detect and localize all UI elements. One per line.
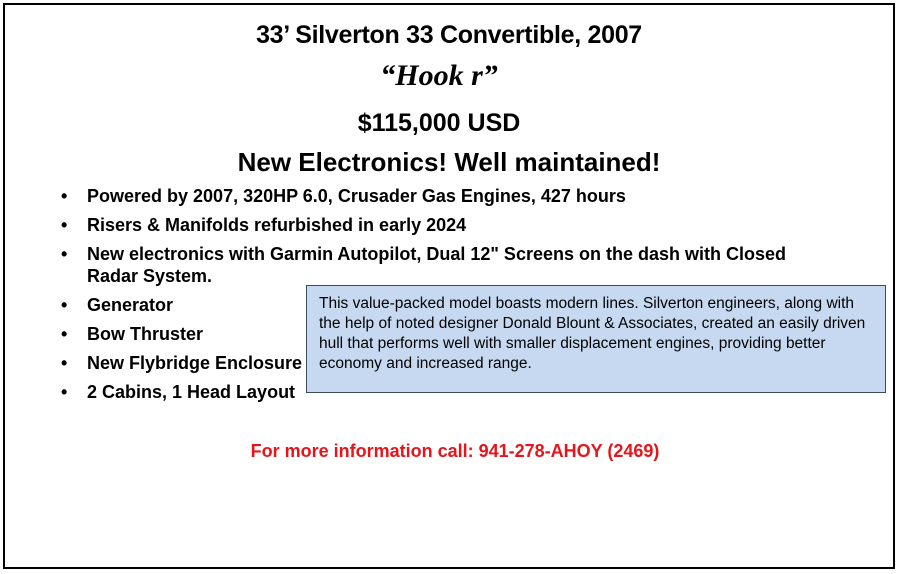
bullet-icon: • [61,324,68,344]
description-callout [306,285,886,393]
bullet-icon: • [61,186,68,206]
feature-text: New electronics with Garmin Autopilot, Dual 12" Screens on the dash with Closed Radar System. [87,244,786,286]
list-item [55,243,815,287]
listing-headline: New Electronics! Well maintained! [237,147,661,177]
bullet-icon: • [61,215,68,235]
feature-text: Generator [87,295,174,315]
feature-text: Risers & Manifolds refurbished in early 2024 [87,215,467,235]
feature-text: 2 Cabins, 1 Head Layout [87,382,296,402]
list-item [55,185,815,207]
feature-text: Powered by 2007, 320HP 6.0, Crusader Gas Engines, 427 hours [87,186,626,206]
listing-flyer [3,3,895,569]
feature-text: New Flybridge Enclosure [87,353,303,373]
bullet-icon: • [61,244,68,264]
bullet-icon: • [61,353,68,373]
listing-price: $115,000 USD [357,109,521,137]
description-text: This value-packed model boasts modern lines. Silverton engineers, along with the help of noted designer Donald Blount & Associates, created an easily driven hull that performs well with smaller displacement engines, providing better economy and increased range. [319,295,866,372]
boat-name: “Hook r” [380,59,498,92]
feature-text: Bow Thruster [87,324,204,344]
contact-info: For more information call: 941-278-AHOY (2469) [250,441,660,461]
listing-title: 33’ Silverton 33 Convertible, 2007 [256,21,642,49]
bullet-icon: • [61,382,68,402]
list-item [55,214,815,236]
bullet-icon: • [61,295,68,315]
